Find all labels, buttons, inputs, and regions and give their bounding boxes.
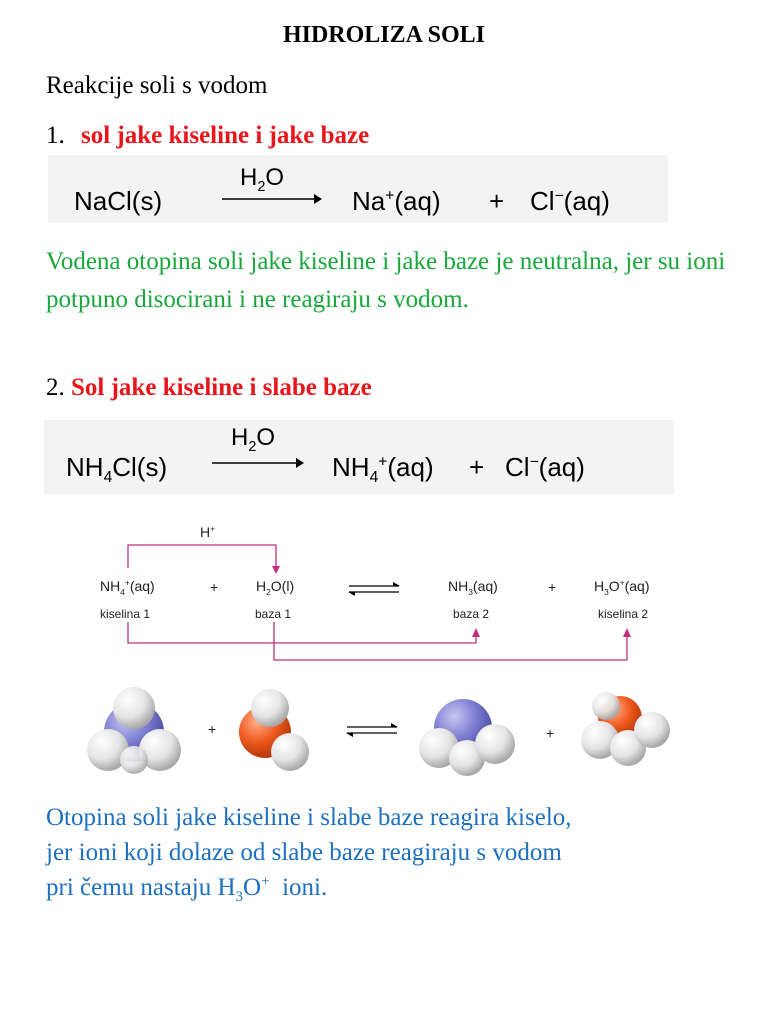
section2-heading-row xyxy=(46,374,372,402)
diagram-plus-2: + xyxy=(548,579,557,595)
section1-heading: sol jake kiseline i jake baze xyxy=(81,122,370,149)
species-h2o: $H_2O(l)$ xyxy=(256,578,295,597)
section1-catalyst: $H_2O$ xyxy=(240,164,285,195)
h3o-molecule-model xyxy=(581,692,670,766)
species-h2o-label: baza 1 xyxy=(255,607,292,621)
section1-explanation: Vodena otopina soli jake kiseline i jake baze je neutralna, jer su ioni potpuno disocirani i ne reagiraju s vodom. xyxy=(46,248,726,313)
proton-label: H+ xyxy=(200,523,216,540)
species-nh4-label: kiselina 1 xyxy=(100,607,151,621)
species-nh3: $NH_3(aq)$ xyxy=(448,578,498,597)
section1-product1: Na+(aq) xyxy=(352,186,441,216)
h2o-molecule-model xyxy=(239,689,309,771)
section2-reaction-arrow xyxy=(212,456,304,470)
section2-heading: Sol jake kiseline i slabe baze xyxy=(71,374,372,401)
page-subtitle: Reakcije soli s vodom xyxy=(46,72,268,99)
species-h3o-label: kiselina 2 xyxy=(598,607,649,621)
section2-text-line2: jer ioni koji dolaze od slabe baze reagiraju s vodom xyxy=(46,839,562,866)
page-title: HIDROLIZA SOLI xyxy=(282,22,486,48)
section2-product2: Cl−(aq) xyxy=(505,452,585,482)
section2-product1: $NH_4^+(aq)$ xyxy=(332,452,434,487)
molecular-models xyxy=(0,682,768,792)
section1-plus: + xyxy=(489,186,505,216)
species-nh3-label: baza 2 xyxy=(453,607,490,621)
section1-product2: Cl−(aq) xyxy=(530,186,610,216)
species-nh4: $NH_4^+(aq)$ xyxy=(100,577,155,597)
species-h3o: $H_3O^+(aq)$ xyxy=(594,577,650,597)
section2-number: 2. xyxy=(46,374,65,401)
section2-explanation xyxy=(46,800,746,905)
diagram-plus-1: + xyxy=(210,579,219,595)
section1-reaction-arrow xyxy=(222,192,322,206)
section2-catalyst: $H_2O$ xyxy=(231,424,276,455)
nh3-molecule-model xyxy=(419,699,515,776)
section2-reactant: $NH_4Cl(s)$ xyxy=(66,452,168,487)
section2-text-line1: Otopina soli jake kiseline i slabe baze reagira kiselo, xyxy=(46,804,572,831)
section1-reactant: NaCl(s) xyxy=(74,186,163,216)
model-plus-2: + xyxy=(546,725,555,741)
model-plus-1: + xyxy=(208,721,217,737)
section2-text-line3: pri čemu nastaju $H_3O^+$ ioni. xyxy=(46,873,328,905)
proton-transfer-arrows xyxy=(0,510,768,680)
section2-plus: + xyxy=(469,452,485,482)
section1-number: 1. xyxy=(46,122,65,149)
section1-heading-row xyxy=(46,122,369,150)
nh4-molecule-model xyxy=(87,687,181,774)
